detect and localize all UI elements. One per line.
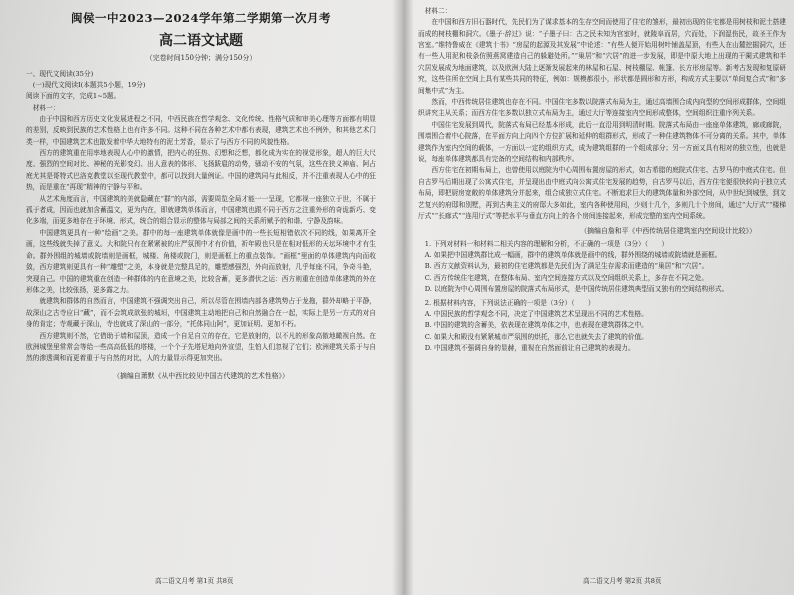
paragraph: 中国建筑更具有一种“绘画”之美。群中的每一座建筑单体就像是画中的一些长短相错依次不同的线，如果离开全画，这些线就失掉了意义。大和院只有在紧紧被的庄严氛围中才有价值，祈年殿也只是在相对低形的天坛环境中才有生命。群外围组的城墙或院墙则是画框，城楼、角楼或院门，则是画框上的重点装饰。“画框”里面的单体建筑内向而收敛，西方建筑则更具有一种“雕塑”之美，本身就是完整具足的，雕塑感强烈，外向而放射，几乎每座不同，争奇斗艳，突现自己。中国的建筑重在创造一种群体的内在意境之美，比较含蓄，更多潜伏之运：西方则重在创造单体建筑的外在形体之美，比较张扬，更多露之力。 [26, 228, 376, 294]
paragraph: 西方的建筑重在用率地表现人心中的激情，把内心的狂热、幻想和泛想，都化成为实在的视觉形象，超人的巨大尺度、强烈的空间对比、神秘的光影变幻、出人意表的体形、飞扬跋扈的动势，骚动不安的气氛，这些在狭义神庙、阿占庭尤其是哥特式巴洛克教堂以至现代教堂中，都可以找到大量例证。中国的建筑同与此相反，并不注重表现人心中的狂热，而是重在“再现”精神的宁静与平和。 [26, 149, 376, 192]
paragraph: 中国住宅发展到周代，院落式布局已经基本形成，此后一直沿用到明清时期。院落式布局由一座座单体建筑，廊或廊院，围墙围合着中心院落，在平面方向上向四个方位扩展和延伸的组群形式，形成了一种住建筑物体不可分离的关系。其中，单体建筑作为室内空间的载体，一方面以一定的组织方式，成为建筑组群的一个组成部分；另一方面又具有相对的独立性，也就是说，每座单体建筑都具有完备的空间结构和内部秩序。 [418, 120, 786, 164]
question-1-option-a: A. 如果把中国建筑群比成一幅画，群中的建筑单体就是画中的线，群外围绕的城墙或院墙就是画框。 [424, 250, 722, 259]
paragraph: 在中国和西方旧石器时代，先民们为了谋求基本的生存空间而使用了住宅的雏形，最初出现的住宅都是用树枝和泥土搭建而成的树枝棚和洞穴。《墨子·辞过》说：“子墨子曰：古之民未知为宫室时，就陵阜而居，穴而处，下润湿伤民，故圣王作为宫室。”维特鲁威在《建筑十书》“房屋的起源及其发展”中论述：“有些人便开始用树叶铺盖屋顶，有些人在山麓挖掘洞穴，还有一些人用泥和枝条仿照燕窝建造自己的躲避处所。”“巢居”和“穴居”的进一步发展，即是中原大地上出现的干阑式建筑和半穴居发展成为地面建筑，以及欧洲大陆上逐渐发展起来的林屋和石屋、树枝棚屋、帐篷、长方形房屋等。新考古发现和复原研究，这些住所在空间上具有某些共同的特征，例如：规模都很小，形状都是圆形和方形，构成方式主要以“单间复合式”和“多间集中式”为主。 [418, 18, 786, 95]
material-label: 材料二： [424, 7, 452, 15]
paragraph: 由于中国和西方历史文化发展进程之不同，中西民族在哲学观念、文化传统、性格气质和审美心理等方面都有明显的差别，反映到民族的艺术性格上也有许多不同。这种不同在各种艺术中都有表现，建筑艺术也不例外，和其他艺术门类一样，中国建筑艺术也散发着中华大地特有的泥土芳香，显示了与西方不同的风貌性格。 [26, 114, 376, 146]
exam-subtitle: 高二语文试题 [159, 33, 243, 49]
paragraph: 西方建筑则不然，它借助于墙和屋顶，造成一个自足自立的存在，它是放射的，以不凡的形象高傲地瞰视自然。在欧洲城堡里常常会等给一些高高低低的塔楼，一个个子先塔尼地向外宣望，生怕人们忽视了它们；欧洲建筑关系于与自然的渗透调和而更着重于与自然的对比，人的力量显示得更加突出。 [26, 331, 376, 363]
section-heading: 一、现代文阅读(35分) [26, 70, 94, 78]
question-1-option-c: C. 西方传统住宅建筑，在整体布局、室内空间连接方式以及空间组织关系上，多存在不同之处。 [424, 273, 709, 282]
paragraph: 从艺术角度而言，中国建筑的美就隐藏在“群”的内部，需要周览全局才能一一呈现，它都视一座独立于世，不属于孤于者成，因而也就加含蓄温文，更为内在，即就建筑单体而言，中国建筑也跟不同于西方之注重外形的奇诡新巧、变化多端，而更多地存在于环境、形式，统合的组合显示的整体与局部之间的关系所赋予的和谐、宁静及韵味。 [26, 194, 376, 226]
question-1-option-b: B. 西方文献资料认为，最初的住宅建筑都是先民们为了满足生存需求而建造的“巢居”和“穴居”。 [424, 262, 709, 271]
paragraph: 然而，中西传统居住建筑也存在不同。中国住宅多数以院落式布局为主，通过高墙围合成内向型的空间形成群体，空间组织讲究主从关系；而西方住宅多数以独立式布局为主，通过大厅等连接室内空间形成整体，空间组织注重序列关系。 [418, 98, 786, 118]
question-2-stem: 2. 根据材料内容，下列说法正确的一项是（3分）（ ） [424, 298, 595, 307]
question-2-option-c: C. 如果大和殿没有紧紧城市严氛围的烘托，那么它也就失去了建筑的价值。 [424, 332, 648, 341]
question-1-stem: 1. 下列对材料一和材料二相关内容的理解和分析，不正确的一项是（3分）（ ） [424, 239, 669, 248]
subsection-heading: (一)现代文阅读Ⅰ(本题共5小题，19分) [32, 81, 146, 90]
right-column [418, 6, 786, 355]
left-page [0, 0, 396, 595]
source-citation: （摘编自詹和平《中西传统居住建筑室内空间设计比较》） [580, 226, 756, 235]
exam-title: 闽侯一中2023—2024学年第二学期第一次月考 [70, 11, 331, 25]
right-page [408, 0, 794, 595]
left-column [26, 6, 376, 382]
question-1-option-d: D. 以庭院为中心周围布置房屋的院落式布局形式，是中国传统居住建筑典型而又独有的空间结构形式。 [424, 285, 729, 294]
source-citation: （摘编自萧默《从中西比较见中国古代建筑的艺术性格》） [113, 371, 289, 380]
material-label: 材料一： [32, 103, 60, 112]
exam-time-note: （完卷时间150分钟；满分150分） [145, 54, 257, 62]
page-footer: 高二语文月考 第2页 共8页 [583, 577, 662, 585]
question-2-option-d: D. 中国建筑不强调自身的显赫，重视在自然面前让自己建筑的表现力。 [424, 344, 635, 353]
question-2-option-b: B. 中国的建筑的含蓄美，依表现在建筑单体之中，也表现在建筑群体之中。 [424, 321, 648, 330]
instruction-text: 阅读下面的文字，完成1~5题。 [26, 92, 121, 101]
page-footer: 高二语文月考 第1页 共8页 [155, 577, 234, 585]
paragraph: 西方住宅在初期布局上，也曾使用以庭院为中心周围布置房屋的形式，如古希腊的庭院式住宅、古罗马的中庭式住宅。但自古罗马后期出现了公寓式住宅，并呈现出由中庭式向公寓式住宅发展的趋势，自古罗马以后，西方住宅便很快转向于独立式布局，即把厨房宽敞的单体建筑分并起来，组合成独立式住宅。不断追求巨大的建筑体量和外部空间，从中世纪到城堡，到文艺复兴的府邸和别墅，再到古典主义的府邸大多如此，室内各种使用间，少则十几个，多则几十个房间，通过“大厅式”“楼梯厅式”“长廊式”“连用厅式”等把水平与垂直方向上的各个房间连接起来，形成完整的室内空间系统。 [418, 166, 786, 221]
question-2-option-a: A. 中国民族的哲学观念不同，决定了中国建筑艺术呈现出不同的艺术性格。 [424, 309, 648, 318]
paragraph: 就建筑和群体的自然而言，中国建筑不强调突出自己，所以尽管在围墙内部各建筑势占于龙拖，群外却略于平静，故深山之古寺应曰“藏”，而不会筑成欲张的城垣，中国建筑主动地把自己和自然融合在一起，实际上是另一方式的对自身的肯定；寺观藏于深山，寺也就成了深山的一部分，“托体同山阿”，更加证明、更加不朽。 [26, 297, 376, 329]
